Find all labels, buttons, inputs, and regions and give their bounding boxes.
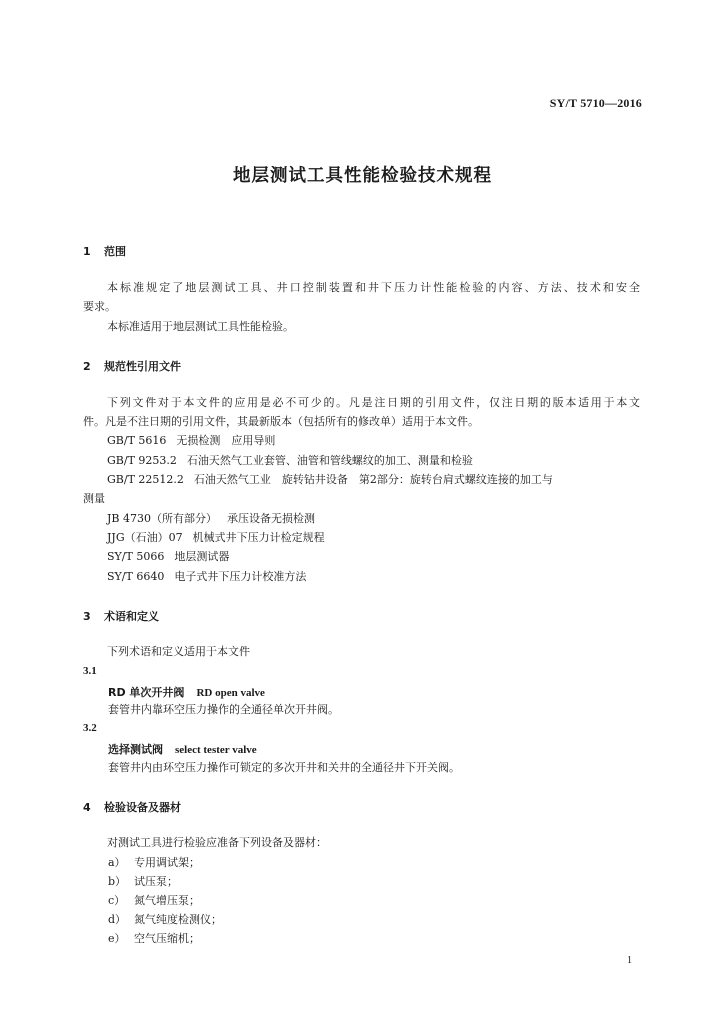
list-item (108, 894, 200, 908)
list-item (108, 913, 222, 927)
reference-code: GB/T 22512.2 (107, 473, 184, 486)
section-title: 范围 (104, 245, 126, 258)
reference-title: 机械式井下压力计检定规程 (192, 531, 325, 544)
section-title: 术语和定义 (104, 610, 159, 623)
term-number: 3.2 (83, 722, 97, 734)
term-name (108, 684, 265, 700)
section-heading-terms-and-definitions (83, 608, 159, 624)
reference-code: SY/T 6640 (107, 570, 165, 583)
reference-entry (107, 570, 306, 584)
section-title: 检验设备及器材 (104, 801, 181, 814)
reference-entry (107, 512, 315, 526)
reference-code: JJG（石油）07 (107, 531, 183, 544)
reference-entry (107, 531, 325, 545)
list-item (108, 856, 200, 870)
term-name-english: select tester valve (175, 744, 257, 756)
reference-code: GB/T 9253.2 (107, 454, 177, 467)
list-item (108, 932, 200, 946)
section-number: 4 (83, 801, 91, 814)
term-name-chinese: 选择测试阀 (108, 743, 163, 756)
section-heading-normative-references (83, 358, 181, 374)
list-item-label: b） (108, 875, 127, 888)
reference-title: 承压设备无损检测 (226, 512, 315, 525)
reference-title: 电子式井下压力计校准方法 (174, 570, 307, 583)
list-item-label: a） (108, 856, 126, 869)
reference-title: 无损检测 应用导则 (176, 434, 276, 447)
reference-title: 地层测试器 (174, 550, 230, 563)
paragraph-line: 对测试工具进行检验应准备下列设备及器材： (107, 836, 327, 849)
term-number: 3.1 (83, 665, 97, 677)
document-title: 地层测试工具性能检验技术规程 (233, 166, 492, 186)
standard-code: SY/T 5710—2016 (549, 96, 642, 110)
list-item-text: 氮气增压泵； (134, 894, 200, 907)
list-item-label: e） (108, 932, 126, 945)
term-definition: 套管井内靠环空压力操作的全通径单次开井阀。 (108, 703, 339, 716)
reference-entry (107, 434, 275, 448)
section-number: 1 (83, 245, 91, 258)
section-title: 规范性引用文件 (104, 360, 181, 373)
paragraph-line: 件。凡是不注日期的引用文件，其最新版本（包括所有的修改单）适用于本文件。 (83, 415, 479, 428)
reference-entry (107, 550, 229, 564)
list-item-text: 空气压缩机； (134, 932, 200, 945)
list-item (108, 875, 178, 889)
reference-code: JB 4730（所有部分） (107, 512, 217, 525)
paragraph-line: 要求。 (83, 300, 116, 313)
section-heading-scope (83, 243, 126, 259)
reference-entry (107, 454, 473, 468)
list-item-label: d） (108, 913, 127, 926)
reference-continuation: 测量 (83, 492, 105, 505)
section-number: 2 (83, 360, 91, 373)
term-definition: 套管井内由环空压力操作可锁定的多次开井和关井的全通径井下开关阀。 (108, 761, 460, 774)
reference-title: 石油天然气工业 旋转钻井设备 第2部分：旋转台肩式螺纹连接的加工与 (193, 473, 553, 486)
page-number: 1 (627, 955, 632, 966)
list-item-label: c） (108, 894, 126, 907)
list-item-text: 氮气纯度检测仪； (134, 913, 222, 926)
reference-entry (107, 473, 553, 487)
paragraph-line: 本标准规定了地层测试工具、井口控制装置和井下压力计性能检验的内容、方法、技术和安全 (107, 281, 640, 294)
term-name (108, 741, 257, 757)
term-name-chinese: RD 单次开井阀 (108, 686, 185, 699)
term-name-english: RD open valve (196, 687, 265, 699)
paragraph-line: 下列文件对于本文件的应用是必不可少的。凡是注日期的引用文件，仅注日期的版本适用于本文 (107, 396, 640, 409)
paragraph-line: 下列术语和定义适用于本文件 (107, 645, 250, 658)
section-number: 3 (83, 610, 91, 623)
paragraph-line: 本标准适用于地层测试工具性能检验。 (107, 320, 294, 333)
reference-code: GB/T 5616 (107, 434, 167, 447)
list-item-text: 试压泵； (134, 875, 178, 888)
reference-code: SY/T 5066 (107, 550, 165, 563)
list-item-text: 专用调试架； (134, 856, 200, 869)
section-heading-equipment (83, 799, 181, 815)
reference-title: 石油天然气工业套管、油管和管线螺纹的加工、测量和检验 (186, 454, 473, 467)
